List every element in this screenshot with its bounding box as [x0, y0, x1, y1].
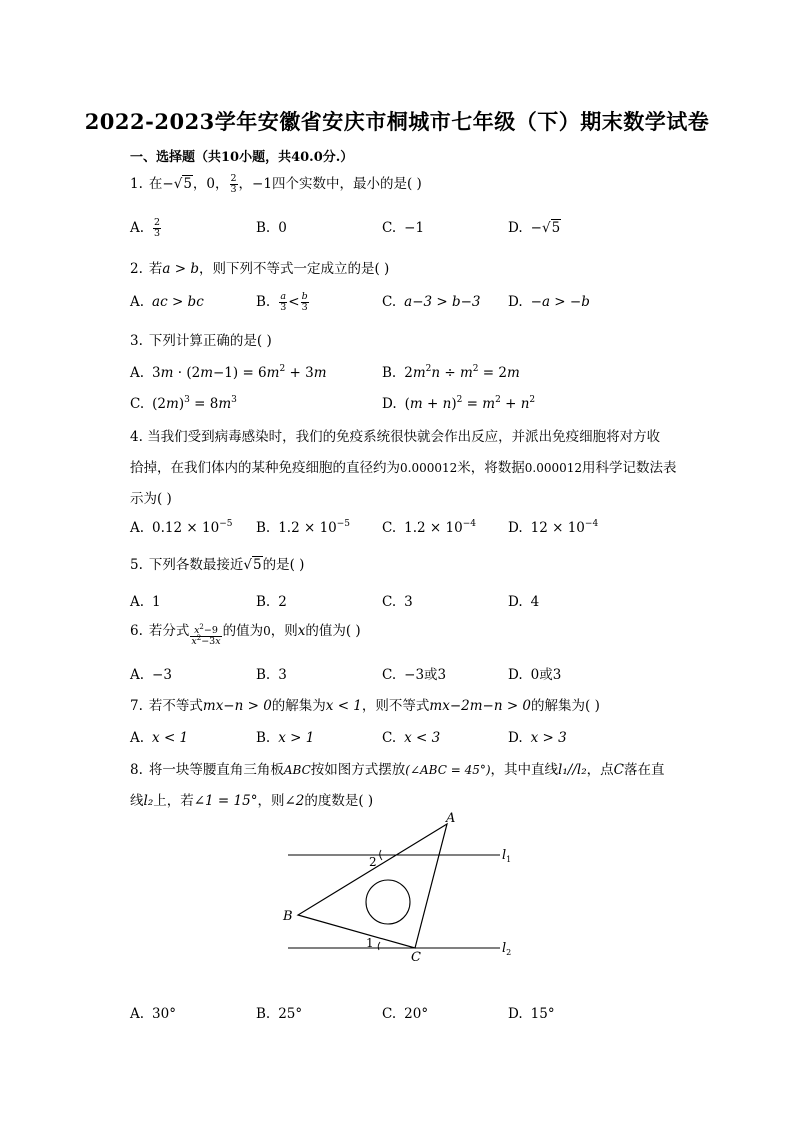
q6-option-d[interactable]: D. 0或3	[508, 667, 562, 683]
q4-option-a[interactable]: A. $0.12 \times 10^{-5}$	[130, 519, 233, 536]
q2-option-c[interactable]: C. a−3 > b−3	[382, 294, 481, 310]
q6-option-a[interactable]: A. −3	[130, 667, 172, 683]
q3-option-b[interactable]: B. $2m^2n \div m^2 = 2m$	[382, 364, 520, 381]
label-l1: $l_1$	[502, 848, 512, 864]
q5-option-d[interactable]: D. 4	[508, 594, 540, 610]
q7-option-c[interactable]: C. x < 3	[382, 730, 441, 746]
q4-option-b[interactable]: B. $1.2 \times 10^{-5}$	[256, 519, 351, 536]
label-b: B	[283, 909, 293, 924]
triangle-figure	[280, 810, 520, 970]
section-heading: 一、选择题（共10小题，共40.0分.）	[130, 150, 354, 165]
label-c: C	[411, 950, 421, 965]
q4-option-c[interactable]: C. $1.2 \times 10^{-4}$	[382, 519, 476, 536]
angle-1-arc	[378, 942, 380, 950]
question-7: 7. 若不等式mx−n > 0的解集为x < 1，则不等式mx−2m−n > 0的解集为( )	[130, 698, 600, 714]
question-3: 3. 下列计算正确的是( )	[130, 333, 272, 349]
q6-option-b[interactable]: B. 3	[256, 667, 287, 683]
q1-option-c[interactable]: C. −1	[382, 220, 425, 236]
label-angle-1: 1	[366, 936, 374, 950]
q5-option-b[interactable]: B. 2	[256, 594, 287, 610]
label-angle-2: 2	[369, 855, 377, 869]
question-6: 6. 若分式 $\frac{x^2-9}{x^2-3x}$ 的值为0，则x的值为( )	[130, 623, 361, 647]
q1-option-a[interactable]: A. $\frac{2}{3}$	[130, 217, 161, 239]
q2-option-d[interactable]: D. −a > −b	[508, 294, 590, 310]
q1-option-b[interactable]: B. 0	[256, 220, 287, 236]
question-8-line-2: 线l₂上，若∠1 = 15°，则∠2的度数是( )	[130, 793, 374, 809]
q2-option-b[interactable]: B. $\frac{a}{3}$ < $\frac{b}{3}$	[256, 291, 308, 313]
q8-option-a[interactable]: A. 30°	[130, 1006, 176, 1022]
q1-option-d[interactable]: D. −√5	[508, 220, 561, 236]
question-4: 4. 当我们受到病毒感染时，我们的免疫系统很快就会作出反应，并派出免疫细胞将对方收 拾掉，在我们体内的某种免疫细胞的直径约为0.000012米，将数据0.000012用科学记数法表 示为( )	[130, 429, 677, 507]
q3-option-a[interactable]: A. $3m \cdot (2m-1) = 6m^2 + 3m$	[130, 364, 327, 381]
q7-option-b[interactable]: B. x > 1	[256, 730, 315, 746]
label-l2: $l_2$	[502, 941, 512, 957]
q2-option-a[interactable]: A. ac > bc	[130, 294, 204, 310]
question-2: 2. 若a > b，则下列不等式一定成立的是( )	[130, 261, 390, 277]
triangle-hole	[366, 880, 410, 924]
q5-option-a[interactable]: A. 1	[130, 594, 161, 610]
q6-option-c[interactable]: C. −3或3	[382, 667, 447, 683]
q4-option-d[interactable]: D. $12 \times 10^{-4}$	[508, 519, 599, 536]
q8-option-d[interactable]: D. 15°	[508, 1006, 555, 1022]
label-a: A	[446, 811, 456, 826]
q7-option-d[interactable]: D. x > 3	[508, 730, 567, 746]
q7-option-a[interactable]: A. x < 1	[130, 730, 189, 746]
q8-option-b[interactable]: B. 25°	[256, 1006, 303, 1022]
q5-option-c[interactable]: C. 3	[382, 594, 413, 610]
question-1: 1. 在−√5，0， $\frac{2}{3}$ ，−1四个实数中，最小的是( )	[130, 173, 422, 195]
question-5: 5. 下列各数最接近√5的是( )	[130, 557, 305, 573]
q3-option-c[interactable]: C. $(2m)^3 = 8m^3$	[130, 395, 237, 412]
page-title: 2022-2023学年安徽省安庆市桐城市七年级（下）期末数学试卷	[84, 109, 710, 134]
q8-option-c[interactable]: C. 20°	[382, 1006, 429, 1022]
question-8-line-1: 8. 将一块等腰直角三角板ABC按如图方式摆放(∠ABC = 45°)，其中直线l₁//l₂，点C落在直	[130, 762, 665, 778]
q3-option-d[interactable]: D. $(m + n)^2 = m^2 + n^2$	[382, 395, 536, 412]
